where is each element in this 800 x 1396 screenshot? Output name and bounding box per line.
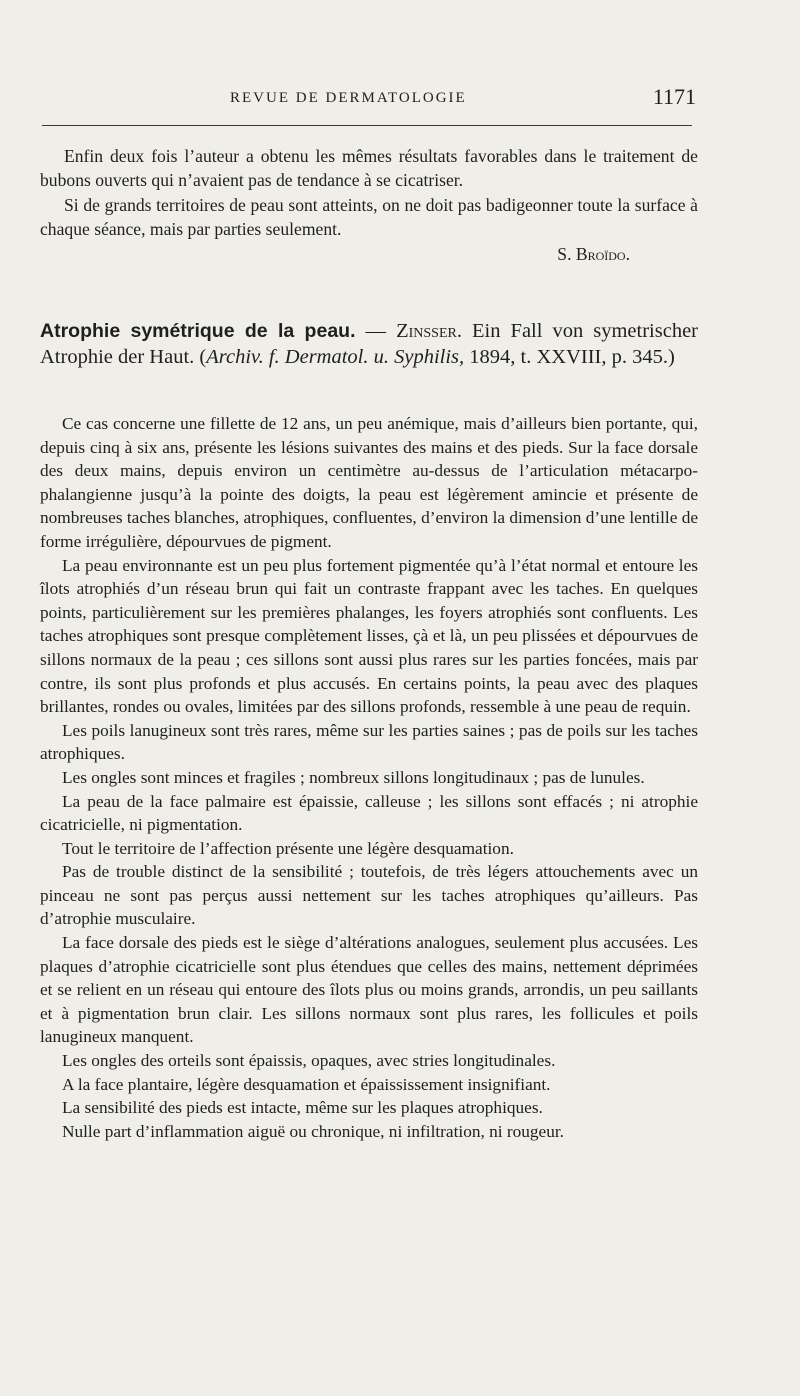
article-paragraph: Les ongles des orteils sont épaissis, opaques, avec stries longitudinales. (62, 1051, 556, 1071)
intro-paragraph: Enfin deux fois l’auteur a obtenu les mêmes résultats favorables dans le traitement de bubons ouverts qui n’avaient pas de tendance à se cicatriser. (40, 146, 698, 191)
title-dash: — (355, 320, 397, 342)
article-paragraph: Nulle part d’inflammation aiguë ou chronique, ni infiltration, ni rougeur. (62, 1121, 564, 1141)
article-paragraph: La peau de la face palmaire est épaissie, calleuse ; les sillons sont effacés ; ni atrophie cicatricielle, ni pigmentation. (40, 791, 698, 835)
journal-name: Archiv. f. Dermatol. u. Syphilis, (206, 346, 465, 368)
citation-end: 1894, t. XXVIII, p. 345.) (464, 346, 675, 368)
article-body (40, 412, 698, 1143)
header-rule (42, 125, 692, 126)
article-paragraph: Les ongles sont minces et fragiles ; nombreux sillons longitudinaux ; pas de lunules. (62, 767, 645, 787)
intro-paragraph: Si de grands territoires de peau sont atteints, on ne doit pas badigeonner toute la surface à chaque séance, mais par parties seulement. (40, 194, 698, 240)
article-author: Zinsser. (396, 320, 462, 342)
article-title: Atrophie symétrique de la peau. (40, 320, 356, 342)
article-heading (40, 318, 698, 370)
article-paragraph: Les poils lanugineux sont très rares, même sur les parties saines ; pas de poils sur les taches atrophiques. (40, 720, 698, 764)
signature (40, 242, 698, 266)
german-title: Ein Fall von symetrischer Atrophie der Haut. ( (40, 320, 699, 368)
article-paragraph: Tout le territoire de l’affection présente une légère desquamation. (62, 838, 514, 858)
running-title: REVUE DE DERMATOLOGIE (230, 90, 467, 106)
signature-name: S. Broïdo. (557, 243, 630, 264)
page-header (40, 84, 696, 114)
page-number: 1171 (652, 84, 696, 109)
article-paragraph: A la face plantaire, légère desquamation et épaississement insignifiant. (62, 1074, 551, 1094)
article-paragraph: La peau environnante est un peu plus fortement pigmentée qu’à l’état normal et entoure les îlots atrophiés d’un réseau brun qui fait un contraste frappant avec les taches. En quelques points, particulièrement sur les premières phalanges, les foyers atrophiés sont confluents. Les taches atrophiques sont presque complètement lisses, çà et là, un peu plissées et dépourvues de sillons normaux de la peau ; ces sillons sont aussi plus rares sur les parties foncées, mais par contre, ils sont plus profonds et plus accusés. En certains points, la peau avec des plaques brillantes, rondes ou ovales, limitées par des sillons profonds, ressemble à une peau de requin. (40, 555, 698, 717)
article-paragraph: La face dorsale des pieds est le siège d’altérations analogues, seulement plus accusées. Les plaques d’atrophie cicatricielle sont plus étendues que celles des mains, nettement déprimées et se relient en un réseau qui entoure des îlots plus ou moins grands, arrondis, un peu saillants et à pigmentation brun clair. Les sillons normaux sont plus rares, les follicules et poils lanugineux manquent. (40, 933, 698, 1047)
intro-text (40, 144, 698, 266)
article-paragraph: Ce cas concerne une fillette de 12 ans, un peu anémique, mais d’ailleurs bien portante, qui, depuis cinq à six ans, présente les lésions suivantes des mains et des pieds. Sur la face dorsale des deux mains, depuis environ un centimètre au-dessus de l’articulation métacarpo-phalangienne jusqu’à la pointe des doigts, la peau est légèrement amincie et présente de nombreuses taches blanches, atrophiques, confluentes, d’environ la dimension d’une lentille de forme irrégulière, dépourvues de pigment. (40, 414, 698, 551)
article-paragraph: La sensibilité des pieds est intacte, même sur les plaques atrophiques. (62, 1098, 543, 1118)
article-paragraph: Pas de trouble distinct de la sensibilité ; toutefois, de très légers attouchements avec un pinceau ne sont pas perçus aussi nettement sur les taches atrophiques qu’ailleurs. Pas d’atrophie musculaire. (40, 862, 698, 929)
